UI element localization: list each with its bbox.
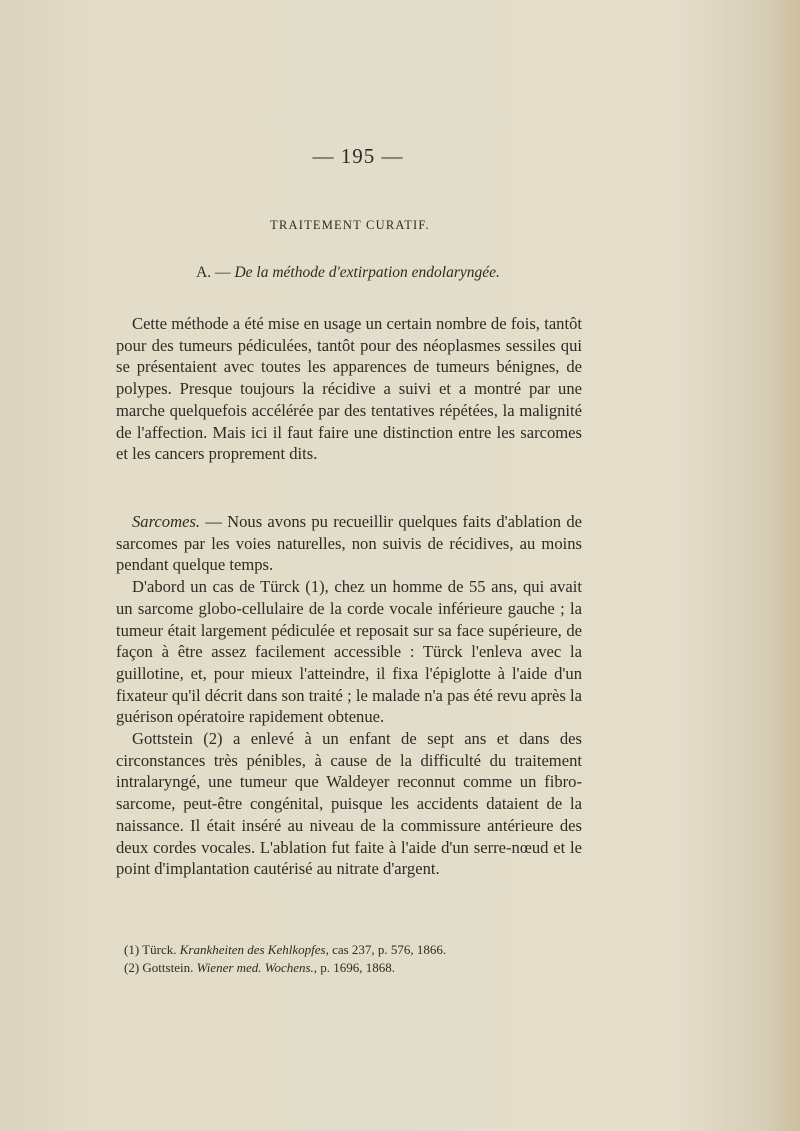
paragraph-sarcomes [116,511,582,576]
footnote-2 [124,959,584,977]
footnote-1 [124,941,584,959]
paragraph-turck-case: D'abord un cas de Türck (1), chez un homme de 55 ans, qui avait un sarcome globo-cellulaire de la corde vocale inférieure gauche ; la tumeur était largement pédiculée et reposait sur sa face supérieure, de façon à être assez facilement accessible : Türck l'enleva avec la guillotine, et, pour mieux l'atteindre, il fixa l'épiglotte à l'aide d'un fixateur qu'il décrit dans son traité ; le malade n'a pas été revu après la guérison opératoire rapidement obtenue. [116,577,582,727]
paragraph-method: Cette méthode a été mise en usage un certain nombre de fois, tantôt pour des tumeurs pédiculées, tantôt pour des néoplasmes sessiles qui se présentaient avec toutes les apparences de tumeurs bénignes, de polypes. Presque toujours la récidive a suivi et a montré par une marche quelquefois accélérée par des tentatives répétées, la malignité de l'affection. Mais ici il faut faire une distinction entre les sarcomes et les cancers proprement dits. [116,314,582,464]
footnote-2-suffix: p. 1696, 1868. [317,960,396,975]
sarcomes-label: Sarcomes. [132,512,201,531]
footnote-1-suffix: cas 237, p. 576, 1866. [328,942,447,957]
footnotes [124,941,584,977]
intro-paragraph-block [116,313,582,465]
sarcomes-text: — Nous avons pu recueillir quelques faits d'ablation de sarcomes par les voies naturelles, non suivis de récidives, au moins pendant quelque temps. [116,512,582,575]
subsection-title: De la méthode d'extirpation endolaryngée. [234,264,500,281]
subsection-heading [0,264,696,282]
subsection-lead: A. — [196,264,235,281]
paragraph-gottstein-case: Gottstein (2) a enlevé à un enfant de sept ans et dans des circonstances très pénibles, à cause de la difficulté du traitement intralaryngé, une tumeur que Waldeyer reconnut comme un fibro-sarcome, peut-être congénital, puisque les accidents dataient de la naissance. Il était inséré au niveau de la commissure antérieure des deux cordes vocales. L'ablation fut faite à l'aide d'un serre-nœud et le point d'implantation cautérisé au nitrate d'argent. [116,729,582,879]
footnote-1-prefix: (1) Türck. [124,942,180,957]
footnote-2-title: Wiener med. Wochens., [196,960,318,975]
footnote-2-prefix: (2) Gottstein. [124,960,197,975]
sarcomes-section [116,511,582,880]
section-heading: TRAITEMENT CURATIF. [270,218,430,232]
page-number: — 195 — [312,144,404,168]
footnote-1-title: Krankheiten des Kehlkopfes, [179,942,329,957]
